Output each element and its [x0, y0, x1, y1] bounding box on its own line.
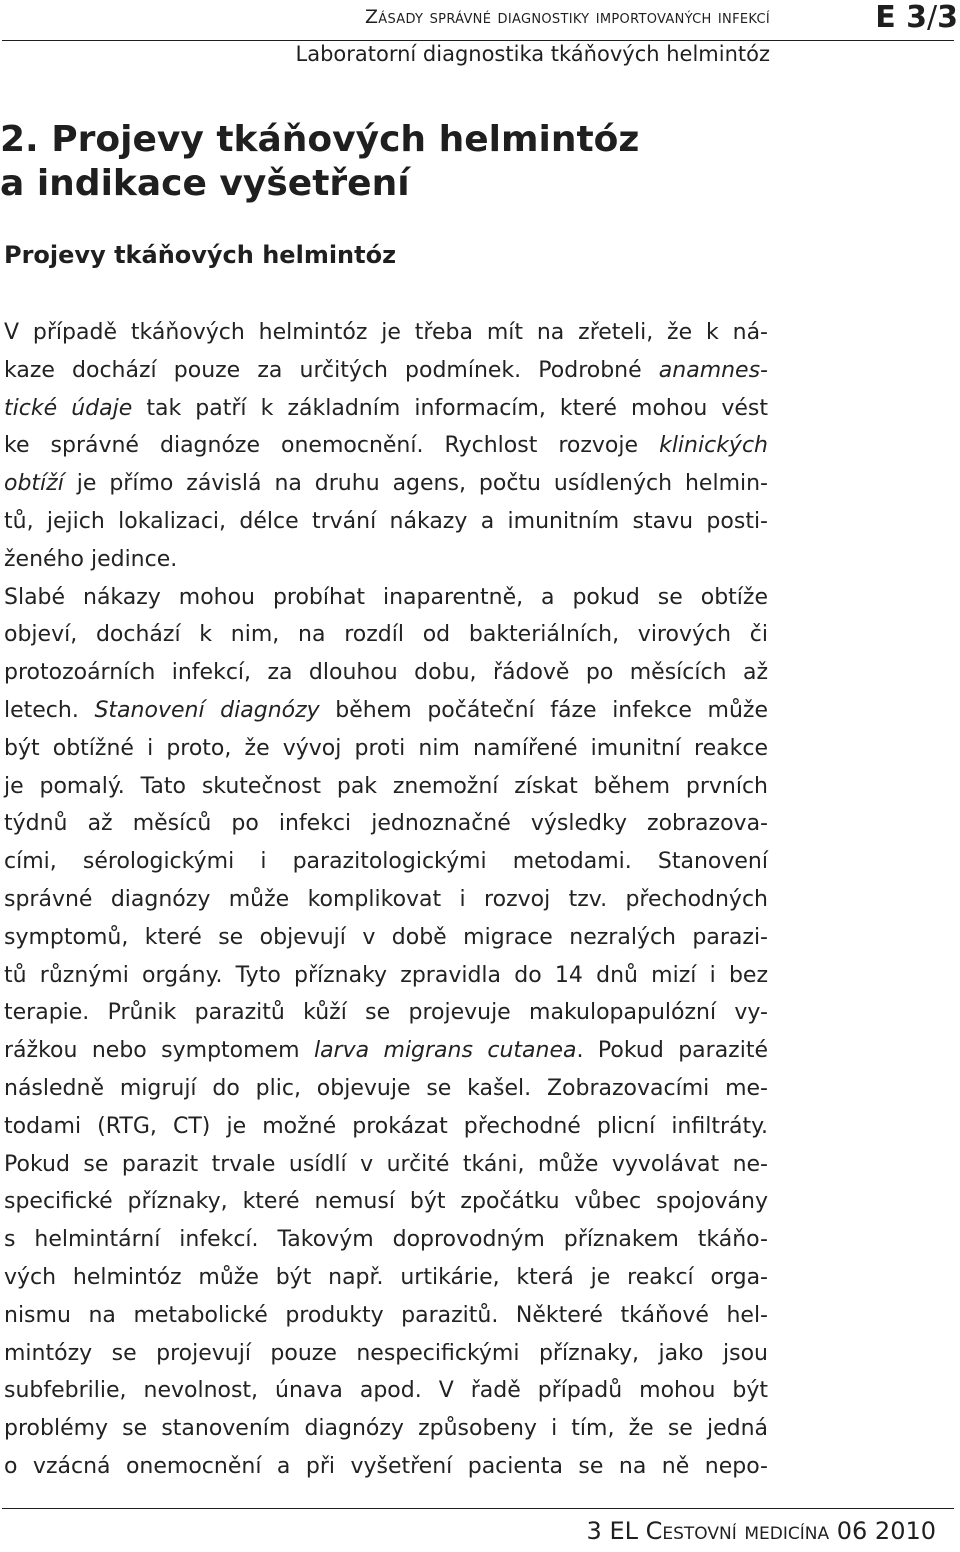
text-line — [4, 314, 768, 352]
text-line — [4, 843, 768, 881]
header-rule — [2, 40, 954, 41]
running-header — [0, 0, 960, 40]
text-run: . Pokud parazité — [576, 1038, 768, 1064]
text-line — [4, 768, 768, 806]
text-line — [4, 1146, 768, 1184]
text-line — [4, 692, 768, 730]
footer-rule — [2, 1508, 954, 1509]
text-line — [4, 654, 768, 692]
chapter-code-slash: / — [927, 0, 938, 35]
text-run: kaze dochází pouze za určitých podmínek. Podrobné — [4, 357, 659, 383]
chapter-code — [875, 0, 958, 35]
text-run: být obtížné i proto, že vývoj proti nim namířené imunitní reakce — [4, 735, 768, 761]
text-run: symptomů, které se objevují v době migrace nezralých parazi- — [4, 924, 768, 950]
chapter-title — [0, 118, 800, 206]
header-title: Zásady správné diagnostiky importovaných infekcí — [364, 6, 770, 28]
text-line — [4, 1297, 768, 1335]
section-title: Projevy tkáňových helmintóz — [4, 241, 397, 269]
text-line — [4, 1448, 768, 1486]
italic-text: tické údaje — [4, 395, 133, 421]
text-line — [4, 579, 768, 617]
text-run: letech. — [4, 697, 95, 723]
body-text — [4, 314, 768, 1486]
text-line — [4, 352, 768, 390]
text-run: protozoárních infekcí, za dlouhou dobu, řádově po měsících až — [4, 660, 768, 686]
footer-year: 06 2010 — [836, 1517, 936, 1545]
italic-text: obtíží — [4, 471, 64, 497]
header-subtitle: Laboratorní diagnostika tkáňových helmintóz — [295, 42, 770, 66]
text-run: týdnů až měsíců po infekci jednoznačné výsledky zobrazova- — [4, 811, 768, 837]
text-line — [4, 1410, 768, 1448]
text-run: o vzácná onemocnění a při vyšetření pacienta se na ně nepo- — [4, 1453, 768, 1479]
text-run: problémy se stanovením diagnózy způsobeny i tím, že se jedná — [4, 1416, 768, 1442]
text-run: ženého jedince. — [4, 546, 178, 572]
chapter-title-line-1: 2. Projevy tkáňových helmintóz — [0, 119, 640, 160]
chapter-code-sub: 3 — [937, 0, 958, 35]
text-line — [4, 881, 768, 919]
text-run: mintózy se projevují pouze nespecifickými příznaky, jako jsou — [4, 1340, 768, 1366]
text-run: Slabé nákazy mohou probíhat inaparentně, a pokud se obtíže — [4, 584, 768, 610]
text-run: s helmintární infekcí. Takovým doprovodným příznakem tkáňo- — [4, 1227, 768, 1253]
text-line — [4, 427, 768, 465]
text-line — [4, 919, 768, 957]
text-line — [4, 1183, 768, 1221]
text-line — [4, 1221, 768, 1259]
text-line — [4, 390, 768, 428]
italic-text: larva migrans cutanea — [313, 1038, 577, 1064]
text-run: správné diagnózy může komplikovat i rozvoj tzv. přechodných — [4, 886, 768, 912]
italic-text: Stanovení diagnózy — [94, 697, 320, 723]
text-line — [4, 957, 768, 995]
footer-issue-number: 3 — [586, 1517, 602, 1545]
text-line — [4, 1372, 768, 1410]
chapter-title-line-2: a indikace vyšetření — [0, 163, 410, 204]
text-run: rážkou nebo symptomem — [4, 1038, 314, 1064]
text-line — [4, 1032, 768, 1070]
text-run: todami (RTG, CT) je možné prokázat přechodné plicní infiltráty. — [4, 1113, 768, 1139]
text-run: tak patří k základním informacím, které mohou vést — [132, 395, 769, 421]
text-run: vých helmintóz může být např. urtikárie, která je reakcí orga- — [4, 1264, 768, 1290]
text-line — [4, 465, 768, 503]
chapter-code-main: E 3 — [875, 0, 928, 35]
text-line — [4, 503, 768, 541]
text-run: ke správné diagnóze onemocnění. Rychlost rozvoje — [4, 433, 660, 459]
text-run: objeví, dochází k nim, na rozdíl od bakteriálních, virových či — [4, 622, 768, 648]
text-run: tů různými orgány. Tyto příznaky zpravidla do 14 dnů mizí i bez — [4, 962, 768, 988]
text-line — [4, 1259, 768, 1297]
text-run: tů, jejich lokalizaci, délce trvání nákazy a imunitním stavu posti- — [4, 508, 768, 534]
text-line — [4, 730, 768, 768]
text-run: je přímo závislá na druhu agens, počtu usídlených helmin- — [63, 471, 768, 497]
text-line — [4, 1108, 768, 1146]
italic-text: anamnes- — [658, 357, 768, 383]
text-line — [4, 805, 768, 843]
text-run: nismu na metabolické produkty parazitů. Některé tkáňové hel- — [4, 1302, 768, 1328]
text-run: je pomalý. Tato skutečnost pak znemožní získat během prvních — [4, 773, 768, 799]
text-line — [4, 994, 768, 1032]
footer-journal: EL Cestovní medicína — [609, 1517, 830, 1545]
text-line — [4, 616, 768, 654]
text-run: následně migrují do plic, objevuje se kašel. Zobrazovacími me- — [4, 1075, 768, 1101]
text-line — [4, 541, 768, 579]
text-run: cími, sérologickými i parazitologickými metodami. Stanovení — [4, 849, 768, 875]
page-footer — [587, 1517, 936, 1545]
italic-text: klinických — [659, 433, 768, 459]
text-run: specifické příznaky, které nemusí být zpočátku vůbec spojovány — [4, 1189, 768, 1215]
text-run: V případě tkáňových helmintóz je třeba mít na zřeteli, že k ná- — [4, 320, 768, 345]
text-run: Pokud se parazit trvale usídlí v určité tkáni, může vyvolávat ne- — [4, 1151, 768, 1177]
text-run: terapie. Průnik parazitů kůží se projevuje makulopapulózní vy- — [4, 1000, 768, 1026]
text-line — [4, 1070, 768, 1108]
text-line — [4, 1335, 768, 1373]
text-run: subfebrilie, nevolnost, únava apod. V řadě případů mohou být — [4, 1378, 768, 1404]
text-run: během počáteční fáze infekce může — [319, 697, 768, 723]
